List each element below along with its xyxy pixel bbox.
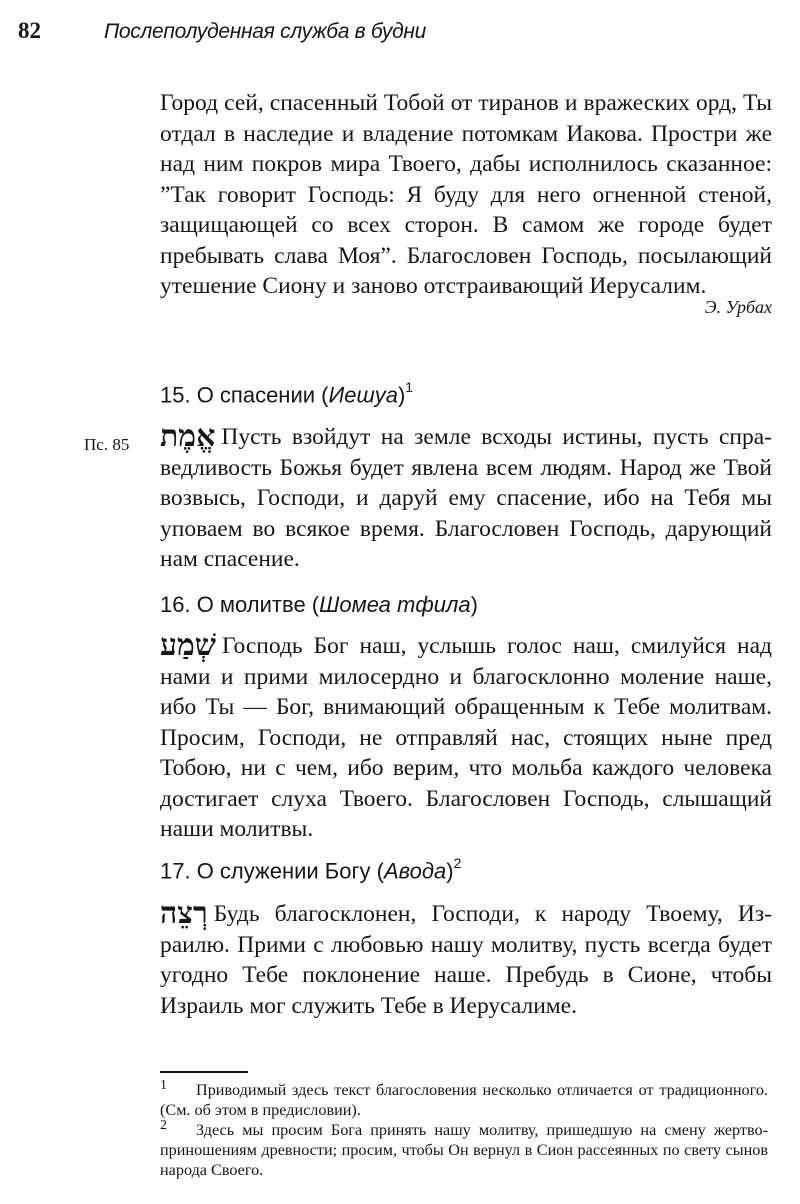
author-signature: Э. Урбах xyxy=(704,297,772,317)
blessing-text xyxy=(160,896,772,1021)
footnote-text: Здесь мы просим Бога принять нашу молитву, пришедшую на смену жертвоприношениям древности; просим, чтобы Он вернул в Сион рассеянных по свету сынов народа Своего. xyxy=(160,1121,768,1179)
section-title-prefix: 16. О молитве ( xyxy=(160,592,320,617)
footnote-mark: 2 xyxy=(453,855,462,871)
hebrew-initial-word: רְצֵה xyxy=(160,896,208,931)
blessing-text-body: Господь Бог наш, услышь голос наш, смилуйся над нами и прими милосердно и благосклонно моление наше, ибо Ты — Бог, внимающий обращенным к Тебе молитвам. Просим, Господи, не отправляй нас, стоящих ныне пред Тобою, ни с чем, ибо верим, что мольба каждого человека достигает слуха Твоего. Благословен Господь, слышащий наши молитвы. xyxy=(160,633,772,842)
section-title-suffix: ) xyxy=(470,592,478,617)
section-title-transliteration: Иешуа xyxy=(328,382,398,408)
section-body-16 xyxy=(160,628,772,845)
section-body-15 xyxy=(160,419,772,575)
section-title-transliteration: Авода xyxy=(383,858,447,884)
blessing-text-body: Пусть взойдут на земле всходы истины, пусть справедливость Божья будет явлена всем людям. Народ же Твой возвысь, Господи, и даруй ему спасение, ибо на Тебя мы уповаем во всякое время. Благословен Господь, дарующий нам спасение. xyxy=(160,424,772,572)
section-heading-16 xyxy=(160,592,478,618)
psalm-margin-reference: Пс. 85 xyxy=(84,435,130,454)
section-title-transliteration: Шомеа тфила xyxy=(319,592,471,617)
section-heading-15 xyxy=(160,381,413,408)
section-title-suffix: ) xyxy=(397,382,406,408)
footnote-mark: 1 xyxy=(405,379,414,395)
section-title-prefix: 15. О спасении ( xyxy=(160,382,329,408)
page-number: 82 xyxy=(18,18,41,43)
blessing-text xyxy=(160,628,772,845)
footnote-1 xyxy=(160,1080,768,1120)
section-title-prefix: 17. О служении Богу ( xyxy=(160,858,384,884)
running-title: Послеполуденная служба в будни xyxy=(104,20,427,43)
section-heading-17 xyxy=(160,857,461,884)
footnote-text: Приводимый здесь текст благословения несколько отличается от традиционного. (См. об этом в предисловии). xyxy=(160,1081,768,1119)
footnote-2 xyxy=(160,1120,768,1180)
footnote-number: 1 xyxy=(160,1078,167,1093)
hebrew-initial-word: אֱמֶת xyxy=(160,419,216,454)
footnote-number: 2 xyxy=(160,1118,167,1133)
running-head xyxy=(18,18,780,52)
footnotes xyxy=(160,1080,768,1180)
section-title-suffix: ) xyxy=(446,858,454,884)
intro-paragraph: Город сей, спасенный Тобой от тиранов и вражеских орд, Ты отдал в наследие и владение потомкам Иакова. Простри же над ним покров мира Твоего, дабы исполнилось сказанное: ”Так говорит Господь: Я буду для него огненной стеной, защищающей со всех сторон. В самом же городе будет пребывать слава Моя”. Благословен Господь, посылающий утешение Сиону и заново отстраивающий Иерусалим. xyxy=(160,90,772,299)
blessing-text xyxy=(160,419,772,575)
intro-block xyxy=(160,88,772,302)
hebrew-initial-word: שְׁמַע xyxy=(160,628,217,663)
section-body-17 xyxy=(160,896,772,1021)
blessing-text-body: Будь благосклонен, Господи, к народу Твоему, Израилю. Прими с любовью нашу молитву, пусть всегда будет угодно Тебе поклонение наше. Пребудь в Сионе, чтобы Израиль мог служить Тебе в Иерусалиме. xyxy=(160,901,772,1019)
footnote-separator xyxy=(160,1071,248,1073)
